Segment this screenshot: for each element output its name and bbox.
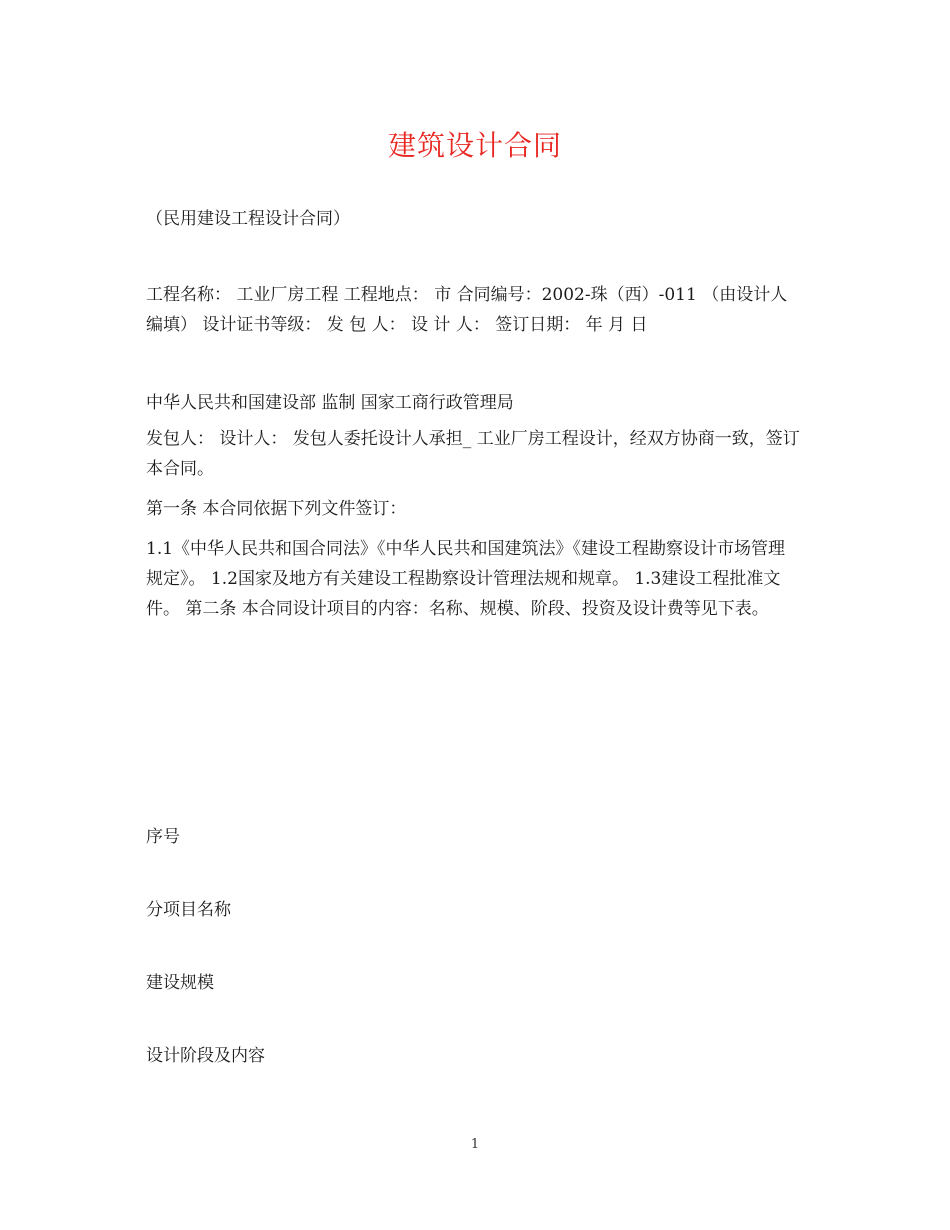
project-info-paragraph: 工程名称： 工业厂房工程 工程地点： 市 合同编号：2002-珠（西）-011 （由设计人编填） 设计证书等级： 发 包 人： 设 计 人： 签订日期： 年 月 日 [146, 285, 788, 335]
document-subtitle: （民用建设工程设计合同） [146, 209, 350, 229]
parties-paragraph: 发包人： 设计人： 发包人委托设计人承担_ 工业厂房工程设计，经双方协商一致，签订本合同。 [146, 429, 800, 479]
document-title: 建筑设计合同 [387, 129, 562, 162]
supervision-line: 中华人民共和国建设部 监制 国家工商行政管理局 [146, 393, 514, 413]
article-1-body: 1.1《中华人民共和国合同法》《中华人民共和国建筑法》《建设工程勘察设计市场管理规定》。 1.2国家及地方有关建设工程勘察设计管理法规和规章。 1.3建设工程批准文件。 第二条 本合同设计项目的内容：名称、规模、阶段、投资及设计费等见下表。 [146, 539, 786, 619]
table-header-design-stage: 设计阶段及内容 [146, 1046, 265, 1066]
table-header-construction-scale: 建设规模 [146, 973, 214, 993]
table-header-serial-number: 序号 [146, 827, 180, 847]
article-1-title: 第一条 本合同依据下列文件签订： [146, 499, 407, 519]
page-number: 1 [470, 1137, 480, 1152]
table-header-sub-project-name: 分项目名称 [146, 900, 231, 920]
